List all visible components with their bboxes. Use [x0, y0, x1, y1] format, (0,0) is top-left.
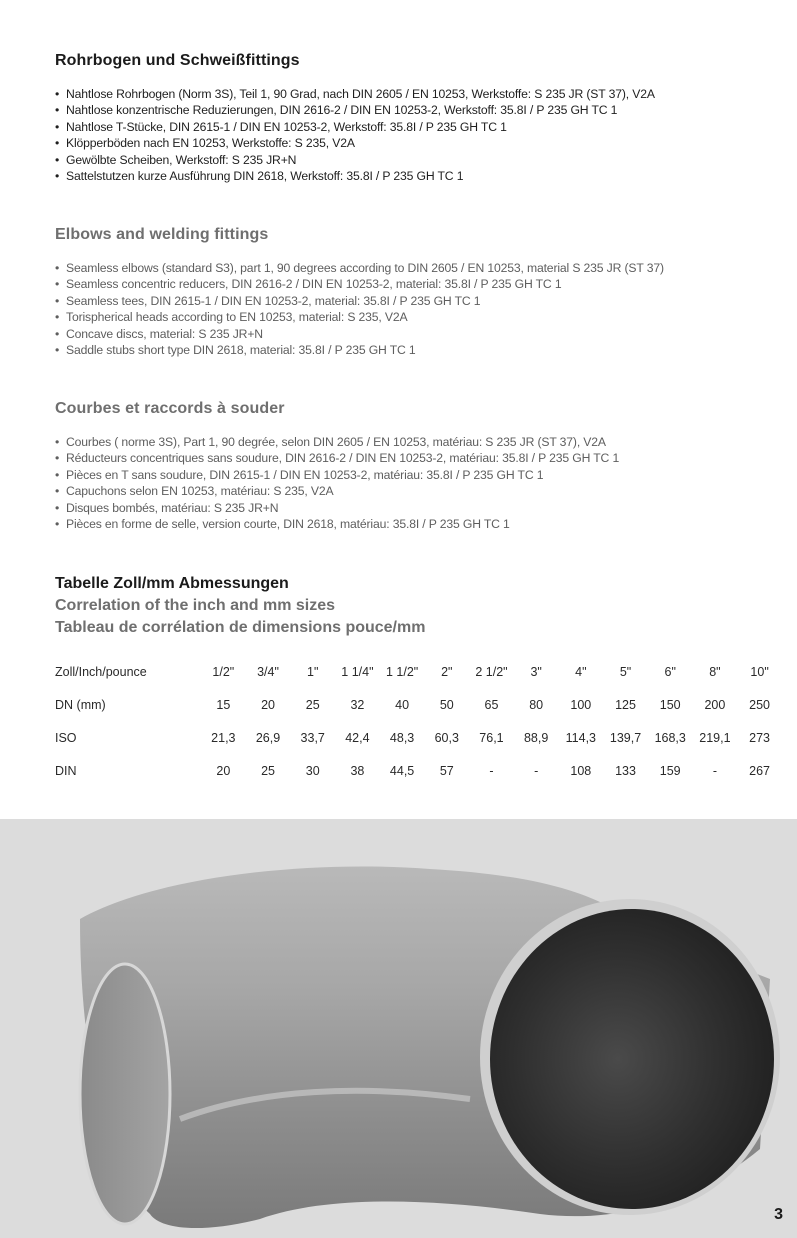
- table-cell: 8": [709, 664, 721, 679]
- list-item: • Réducteurs concentriques sans soudure, DIN 2616-2 / DIN EN 10253-2, matériau: 35.8I / P 235 GH TC 1: [55, 451, 620, 466]
- elbow-right-opening: [490, 909, 774, 1209]
- table-cell: 25: [305, 697, 320, 712]
- list-item: • Pièces en T sans soudure, DIN 2615-1 / DIN EN 10253-2, matériau: 35.8I / P 235 GH TC 1: [55, 467, 544, 482]
- bullet-list-german: [55, 86, 775, 184]
- row-label: DN (mm): [55, 697, 106, 712]
- bullet-icon: •: [55, 435, 60, 449]
- table-cell: 44,5: [389, 763, 415, 778]
- bullet-list-french: [55, 434, 775, 532]
- row-label: Zoll/Inch/pounce: [55, 664, 147, 679]
- list-item: • Nahtlose T-Stücke, DIN 2615-1 / DIN EN 10253-2, Werkstoff: 35.8I / P 235 GH TC 1: [55, 119, 507, 134]
- bullet-icon: •: [55, 119, 60, 134]
- table-cell: 1 1/2": [385, 664, 419, 679]
- bullet-icon: •: [55, 484, 60, 499]
- section-title-german: Rohrbogen und Schweißfittings: [55, 52, 300, 69]
- table-row: [55, 721, 782, 754]
- table-cell: 200: [704, 697, 726, 712]
- table-cell: 50: [439, 697, 454, 712]
- list-item: • Saddle stubs short type DIN 2618, material: 35.8I / P 235 GH TC 1: [55, 343, 416, 358]
- elbow-fitting-image: [0, 819, 797, 1238]
- table-cell: -: [534, 763, 539, 778]
- bullet-icon: •: [55, 451, 60, 466]
- table-cell: 4": [575, 664, 587, 679]
- table-cell: 5": [619, 664, 632, 679]
- table-title-german: Tabelle Zoll/mm Abmessungen: [55, 575, 289, 592]
- page-number: 3: [774, 1206, 783, 1223]
- table-cell: -: [712, 763, 717, 778]
- table-cell: 100: [570, 697, 592, 712]
- list-item: • Courbes ( norme 3S), Part 1, 90 degrée, selon DIN 2605 / EN 10253, matériau: S 235 JR (ST 37), V2A: [55, 435, 606, 449]
- table-cell: 250: [749, 697, 771, 712]
- bullet-icon: •: [55, 136, 60, 151]
- table-cell: 168,3: [654, 730, 686, 745]
- table-cell: 1 1/4": [341, 664, 374, 679]
- list-item: • Seamless tees, DIN 2615-1 / DIN EN 10253-2, material: 35.8I / P 235 GH TC 1: [55, 293, 481, 308]
- table-cell: 26,9: [255, 730, 281, 745]
- bullet-icon: •: [55, 467, 60, 482]
- table-cell: 88,9: [523, 730, 549, 745]
- table-cell: 32: [350, 697, 365, 712]
- bullet-icon: •: [55, 152, 60, 167]
- list-item: • Klöpperböden nach EN 10253, Werkstoffe: S 235, V2A: [55, 136, 355, 151]
- table-cell: -: [489, 763, 494, 778]
- table-cell: 133: [615, 763, 636, 778]
- table-cell: 3/4": [257, 664, 279, 679]
- list-item: • Nahtlose Rohrbogen (Norm 3S), Teil 1, 90 Grad, nach DIN 2605 / EN 10253, Werkstoffe: S 235 JR (ST 37), V2A: [55, 87, 655, 101]
- table-cell: 3": [530, 664, 542, 679]
- list-item: • Sattelstutzen kurze Ausführung DIN 2618, Werkstoff: 35.8I / P 235 GH TC 1: [55, 169, 464, 184]
- bullet-icon: •: [55, 500, 60, 515]
- table-cell: 76,1: [479, 730, 504, 745]
- table-cell: 6": [664, 664, 676, 679]
- list-item: • Torispherical heads according to EN 10253, material: S 235, V2A: [55, 310, 408, 325]
- table-cell: 1": [307, 664, 319, 679]
- list-item: • Gewölbte Scheiben, Werkstoff: S 235 JR+N: [55, 152, 297, 167]
- bullet-icon: •: [55, 103, 60, 118]
- table-titles: [55, 573, 425, 639]
- table-row: [55, 688, 782, 721]
- table-cell: 2": [441, 664, 453, 679]
- table-cell: 30: [305, 763, 320, 778]
- section-french: [55, 400, 775, 532]
- list-item: • Capuchons selon EN 10253, matériau: S 235, V2A: [55, 484, 334, 499]
- bullet-icon: •: [55, 169, 60, 184]
- list-item: • Nahtlose konzentrische Reduzierungen, DIN 2616-2 / DIN EN 10253-2, Werkstoff: 35.8I / P 235 GH TC 1: [55, 103, 618, 118]
- table-cell: 10": [750, 664, 769, 679]
- list-item: • Concave discs, material: S 235 JR+N: [55, 326, 263, 341]
- table-cell: 15: [216, 697, 231, 712]
- product-photo: [0, 819, 797, 1238]
- table-row: [55, 754, 782, 787]
- table-cell: 108: [570, 763, 592, 778]
- table-cell: 150: [659, 697, 681, 712]
- elbow-left-opening: [80, 964, 170, 1224]
- table-cell: 80: [529, 697, 544, 712]
- bullet-icon: •: [55, 261, 60, 275]
- row-label: ISO: [55, 730, 77, 745]
- row-label: DIN: [55, 763, 77, 778]
- bullet-icon: •: [55, 277, 60, 292]
- table-title-english: Correlation of the inch and mm sizes: [55, 597, 336, 614]
- table-cell: 267: [749, 763, 771, 778]
- list-item: • Seamless concentric reducers, DIN 2616-2 / DIN EN 10253-2, material: 35.8I / P 235 GH TC 1: [55, 277, 562, 292]
- table-cell: 33,7: [300, 730, 325, 745]
- table-title-french: Tableau de corrélation de dimensions pouce/mm: [55, 619, 426, 636]
- section-title-english: Elbows and welding fittings: [55, 226, 269, 243]
- bullet-icon: •: [55, 326, 60, 341]
- section-title-french: Courbes et raccords à souder: [55, 400, 285, 417]
- table-cell: 273: [749, 730, 771, 745]
- table-cell: 48,3: [389, 730, 415, 745]
- table-cell: 40: [395, 697, 410, 712]
- table-cell: 1/2": [212, 664, 235, 679]
- list-item: • Seamless elbows (standard S3), part 1, 90 degrees according to DIN 2605 / EN 10253, material S 235 JR (ST 37): [55, 261, 664, 275]
- size-correlation-table: [55, 655, 782, 787]
- table-cell: 114,3: [565, 730, 597, 745]
- table-cell: 125: [615, 697, 636, 712]
- list-item: • Disques bombés, matériau: S 235 JR+N: [55, 500, 279, 515]
- list-item: • Pièces en forme de selle, version courte, DIN 2618, matériau: 35.8I / P 235 GH TC 1: [55, 517, 510, 532]
- bullet-icon: •: [55, 87, 60, 101]
- table-cell: 65: [484, 697, 499, 712]
- table-cell: 42,4: [345, 730, 370, 745]
- table-cell: 20: [216, 763, 231, 778]
- table-row: [55, 655, 782, 688]
- table-cell: 219,1: [699, 730, 731, 745]
- table-cell: 38: [350, 763, 365, 778]
- bullet-icon: •: [55, 310, 60, 325]
- table-cell: 159: [659, 763, 681, 778]
- section-english: [55, 226, 775, 358]
- table-cell: 139,7: [609, 730, 642, 745]
- table-cell: 25: [261, 763, 275, 778]
- table-cell: 2 1/2": [475, 664, 508, 679]
- table-cell: 57: [439, 763, 454, 778]
- bullet-icon: •: [55, 293, 60, 308]
- table-cell: 20: [261, 697, 275, 712]
- table-cell: 21,3: [211, 730, 236, 745]
- bullet-icon: •: [55, 517, 60, 532]
- bullet-icon: •: [55, 343, 60, 358]
- section-german: [55, 52, 775, 184]
- bullet-list-english: [55, 260, 775, 358]
- table-cell: 60,3: [434, 730, 459, 745]
